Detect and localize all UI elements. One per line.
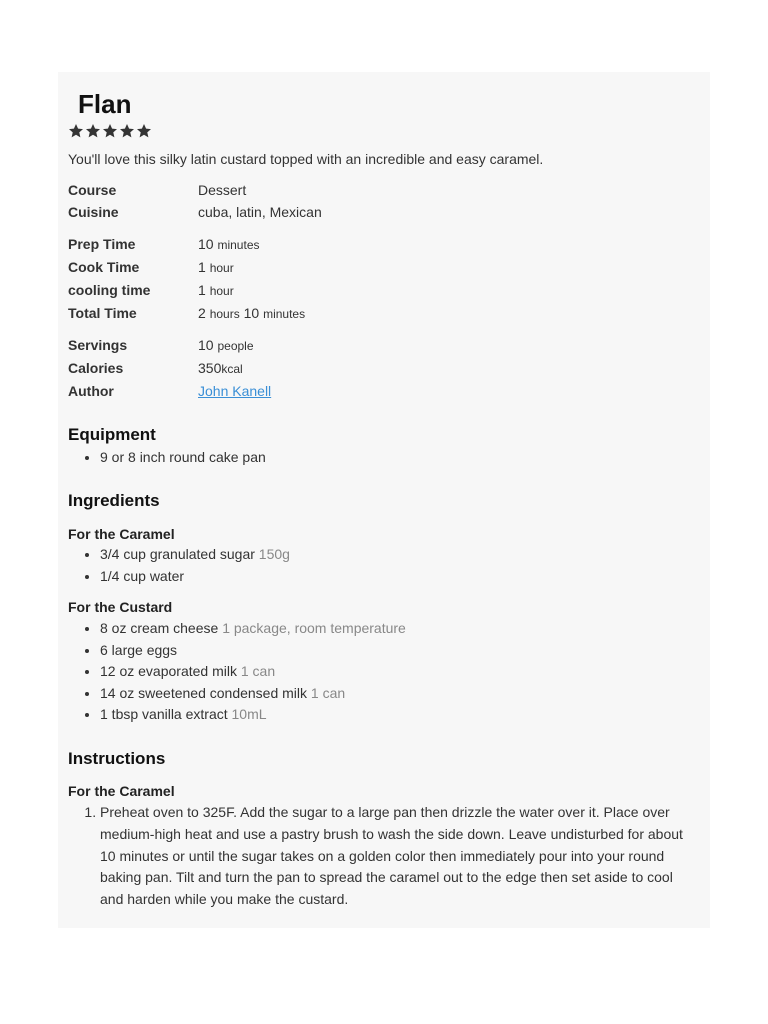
recipe-summary: You'll love this silky latin custard topped with an incredible and easy caramel. bbox=[68, 151, 544, 167]
meta-value bbox=[198, 337, 254, 353]
time-amount: 2 bbox=[198, 305, 206, 321]
meta-value bbox=[198, 305, 305, 321]
ingredient-group-heading: For the Caramel bbox=[68, 526, 175, 542]
list-item: • 9 or 8 inch round cake pan bbox=[100, 447, 698, 469]
ingredient-item bbox=[100, 661, 698, 683]
meta-value: Dessert bbox=[198, 182, 247, 198]
ingredient-item bbox=[100, 618, 698, 640]
recipe-title: Flan bbox=[78, 89, 132, 119]
ingredient-text: 12 oz evaporated milk bbox=[100, 663, 237, 680]
time-unit: minutes bbox=[263, 307, 306, 321]
meta-value: cuba, latin, Mexican bbox=[198, 204, 322, 220]
star-icon[interactable] bbox=[85, 123, 101, 139]
star-icon[interactable] bbox=[102, 123, 118, 139]
meta-label: Cuisine bbox=[68, 204, 119, 220]
rating-stars[interactable] bbox=[68, 123, 152, 139]
ingredient-text: 6 large eggs bbox=[100, 641, 178, 658]
time-amount: 1 bbox=[198, 282, 206, 298]
ingredient-note: 1 package, room temperature bbox=[222, 620, 406, 636]
meta-value bbox=[198, 360, 243, 376]
instruction-step: 1. Preheat oven to 325F. Add the sugar to a large pan then drizzle the water over it. Place over medium-high heat and use a pastry brush to wash the side down. Leave undisturbed for about 10 minutes or until the sugar takes on a golden color then immediately pour into your round baking pan. Tilt and turn the pan to spread the caramel out to the edge then set aside to cool and harden while you make the custard. bbox=[100, 802, 698, 911]
ingredient-list-custard bbox=[68, 618, 698, 726]
meta-label: Calories bbox=[68, 360, 124, 376]
instructions-heading: Instructions bbox=[68, 749, 166, 768]
ingredient-note: 1 can bbox=[240, 663, 276, 680]
ingredient-text: 14 oz sweetened condensed milk bbox=[100, 684, 308, 701]
recipe-card bbox=[58, 72, 710, 928]
meta-label: Prep Time bbox=[68, 236, 136, 252]
ingredient-note: 150g bbox=[258, 546, 290, 562]
ingredient-item bbox=[100, 544, 698, 566]
ingredient-text: 1 tbsp vanilla extract bbox=[100, 706, 228, 723]
calories-amount: 350 bbox=[198, 360, 222, 376]
meta-value bbox=[198, 259, 234, 275]
ingredient-text: 8 oz cream cheese bbox=[100, 620, 219, 636]
ingredient-group-heading: For the Custard bbox=[68, 599, 173, 615]
servings-unit: people bbox=[217, 339, 254, 353]
time-unit: hours bbox=[209, 307, 240, 321]
meta-label: Total Time bbox=[68, 305, 137, 321]
meta-label: Course bbox=[68, 182, 117, 198]
ingredient-item bbox=[100, 683, 698, 705]
equipment-list bbox=[68, 447, 698, 469]
meta-label: Author bbox=[68, 383, 114, 399]
author-link[interactable]: John Kanell bbox=[198, 383, 272, 399]
instruction-steps-caramel bbox=[68, 802, 698, 911]
ingredient-note: 1 can bbox=[310, 684, 346, 701]
equipment-heading: Equipment bbox=[68, 425, 156, 444]
servings-amount[interactable]: 10 bbox=[198, 337, 214, 353]
time-amount: 1 bbox=[198, 259, 206, 275]
ingredients-heading: Ingredients bbox=[68, 491, 160, 510]
ingredient-text: 1/4 cup water bbox=[100, 567, 185, 584]
ingredient-note: 10mL bbox=[231, 706, 267, 723]
star-icon[interactable] bbox=[136, 123, 152, 139]
time-unit: minutes bbox=[217, 238, 260, 252]
time-unit: hour bbox=[209, 284, 234, 298]
star-icon[interactable] bbox=[119, 123, 135, 139]
ingredient-item bbox=[100, 566, 698, 588]
ingredient-list-caramel bbox=[68, 544, 698, 587]
instruction-group-heading: For the Caramel bbox=[68, 783, 175, 799]
meta-label: Cook Time bbox=[68, 259, 140, 275]
meta-value bbox=[198, 282, 234, 298]
meta-label: Servings bbox=[68, 337, 128, 353]
ingredient-text: 3/4 cup granulated sugar bbox=[100, 546, 255, 562]
calories-unit: kcal bbox=[221, 362, 243, 376]
meta-label: cooling time bbox=[68, 282, 151, 298]
meta-value bbox=[198, 383, 271, 399]
time-amount: 10 bbox=[198, 236, 214, 252]
meta-value bbox=[198, 236, 260, 252]
ingredient-item bbox=[100, 640, 698, 662]
ingredient-item bbox=[100, 704, 698, 726]
time-unit: hour bbox=[209, 261, 234, 275]
star-icon[interactable] bbox=[68, 123, 84, 139]
time-amount: 10 bbox=[243, 305, 260, 321]
